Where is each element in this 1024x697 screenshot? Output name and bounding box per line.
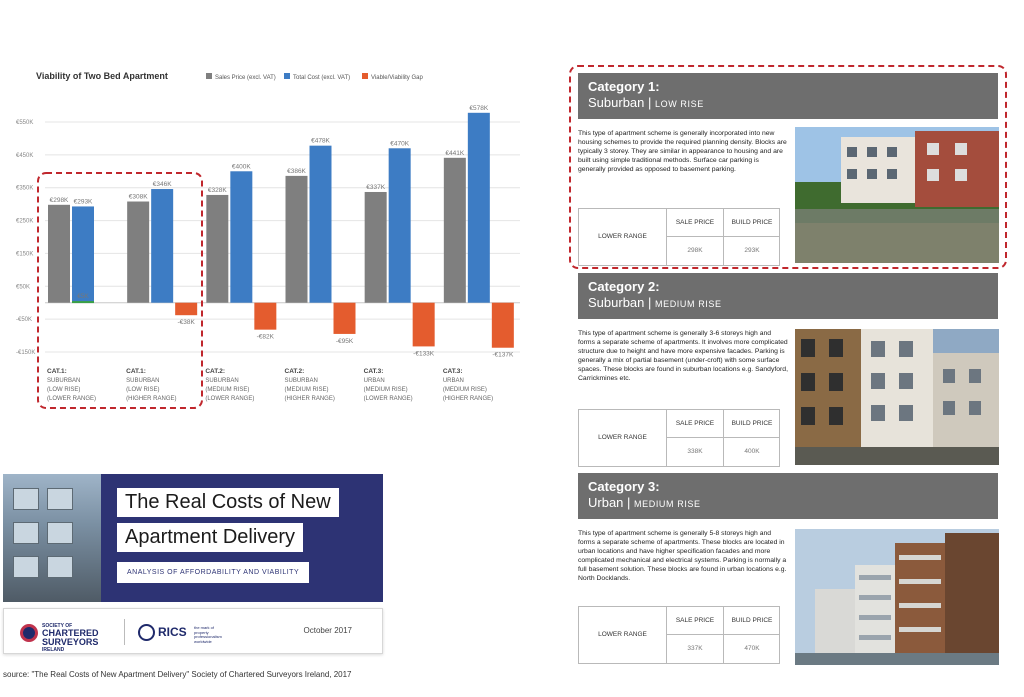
category-2-type: Suburban: [588, 295, 645, 310]
bar-sales-3: [286, 176, 308, 303]
bar-cost-1: [151, 189, 173, 303]
category-2-range-label: LOWER RANGE: [579, 410, 667, 466]
category-2-header: Category 2: Suburban | MEDIUM RISE: [578, 273, 998, 319]
category-3-panel: [578, 473, 998, 669]
bar-cost-3: [310, 146, 332, 303]
category-3-type: Urban: [588, 495, 624, 510]
logo1-line1: SOCIETY OF: [42, 623, 73, 629]
bar-cost-4: [389, 148, 411, 302]
category-1-sale-price: 298K: [667, 237, 724, 265]
y-tick-label-2: €350K: [16, 185, 34, 192]
value-label-cost-1: €346K: [152, 181, 172, 189]
chart-title: Viability of Two Bed Apartment: [36, 71, 168, 81]
legend-label-2: Viable/Viability Gap: [371, 75, 423, 81]
category-label-4-0: CAT.3:: [363, 368, 384, 375]
value-label-cost-5: €578K: [469, 104, 489, 112]
category-label-4-3: (LOWER RANGE): [363, 396, 413, 402]
value-label-sales-0: €298K: [49, 196, 69, 204]
legend-label-0: Sales Price (excl. VAT): [215, 75, 276, 81]
category-label-3-2: (MEDIUM RISE): [284, 387, 329, 393]
rics-logo-icon: [138, 624, 155, 641]
value-label-sales-5: €441K: [445, 149, 465, 157]
category-label-3-0: CAT.2:: [284, 368, 305, 375]
cover-title-line1: The Real Costs of New: [117, 488, 339, 517]
logo-divider: [124, 619, 125, 645]
y-tick-label-5: €50K: [16, 284, 31, 291]
category-1-build-header: BUILD PRICE: [724, 209, 780, 237]
category-label-3-1: SUBURBAN: [284, 378, 318, 384]
category-2-build-price: 400K: [744, 448, 760, 455]
category-3-sale-header: SALE PRICE: [667, 607, 724, 635]
report-cover: [3, 474, 383, 657]
cover-date: October 2017: [303, 626, 352, 635]
legend-swatch-0: [206, 73, 212, 79]
y-axis-ticks: [16, 120, 35, 356]
value-label-cost-2: €400K: [231, 163, 251, 171]
logo1-line4: IRELAND: [42, 647, 65, 653]
category-1-description: This type of apartment scheme is generally incorporated into new housing schemes to provide the required planning density. Blocks are typically 3 storey. They are similar in appearance to housing and are built using simple traditional methods. Surface car parking is generally provided as opposed to basement parking.: [578, 130, 787, 173]
category-3-description: This type of apartment scheme is generally 5-8 storeys high and forms a separate scheme of apartments. These blocks are located in urban locations and have higher specification facades and more complicated mechanical and electrical systems. Parking is normally a full basement solution. These blocks are found in urban locations e.g. North Docklands.: [578, 530, 787, 582]
category-label-0-2: (LOW RISE): [47, 387, 81, 393]
category-label-1-3: (HIGHER RANGE): [126, 396, 177, 402]
value-label-cost-0: €293K: [73, 198, 93, 206]
legend-swatch-1: [284, 73, 290, 79]
value-label-gap-1: -€38K: [177, 319, 195, 327]
category-2-sale-header: SALE PRICE: [667, 410, 724, 438]
legend-label-1: Total Cost (excl. VAT): [293, 75, 351, 81]
value-label-gap-3: -€95K: [335, 337, 354, 345]
chart-legend: [206, 73, 423, 81]
category-label-2-2: (MEDIUM RISE): [205, 387, 250, 393]
y-tick-label-7: -€150K: [16, 350, 36, 356]
category-label-1-2: (LOW RISE): [126, 387, 160, 393]
category-label-4-2: (MEDIUM RISE): [363, 387, 408, 393]
category-1-heading: Category 1:: [588, 79, 660, 94]
logo1-line3: SURVEYORS: [42, 637, 99, 647]
bar-gap-2: [254, 303, 276, 330]
value-label-sales-3: €386K: [287, 167, 306, 175]
bar-gap-4: [413, 303, 435, 347]
y-tick-label-1: €450K: [16, 152, 34, 159]
category-2-build-header: BUILD PRICE: [724, 410, 780, 438]
bar-cost-2: [230, 171, 252, 302]
category-2-heading: Category 2:: [588, 279, 660, 294]
category-3-build-header: BUILD PRICE: [724, 607, 780, 635]
category-label-2-3: (LOWER RANGE): [205, 396, 255, 402]
chart-bars: [48, 113, 514, 348]
category-3-photo: [795, 529, 999, 665]
scsi-logo-icon: [20, 624, 38, 642]
source-citation: source: "The Real Costs of New Apartment Delivery" Society of Chartered Surveyors Ireland, 2017: [3, 670, 352, 679]
category-label-2-1: SUBURBAN: [205, 378, 239, 384]
value-label-cost-4: €470K: [390, 140, 410, 148]
category-3-heading: Category 3:: [588, 479, 660, 494]
cover-title-line2: Apartment Delivery: [117, 523, 303, 552]
bar-sales-4: [365, 192, 387, 303]
rics-tagline: the mark of property professionalism worldwide: [194, 625, 222, 644]
bar-sales-5: [444, 158, 466, 303]
category-3-range-label: LOWER RANGE: [579, 607, 667, 663]
legend-swatch-2: [362, 73, 368, 79]
bar-sales-2: [206, 195, 228, 303]
bar-gap-0: [72, 301, 94, 303]
category-2-photo: [795, 329, 999, 465]
bar-sales-0: [48, 205, 70, 303]
y-tick-label-3: €250K: [16, 218, 34, 225]
logo1-line2: CHARTERED: [42, 628, 99, 638]
value-label-sales-2: €328K: [207, 186, 227, 194]
scsi-logo: [20, 623, 110, 653]
value-label-sales-4: €337K: [366, 183, 386, 191]
category-1-highlight-box: [569, 65, 1007, 269]
value-label-sales-1: €308K: [128, 193, 148, 201]
category-2-panel: [578, 273, 998, 469]
category-1-range-label: LOWER RANGE: [579, 209, 667, 265]
category-label-3-3: (HIGHER RANGE): [284, 396, 335, 402]
category-label-5-3: (HIGHER RANGE): [442, 396, 494, 402]
category-label-5-0: CAT.3:: [442, 368, 463, 375]
category-1-header: Category 1: Suburban | LOW RISE: [578, 73, 998, 119]
cover-footer: [3, 608, 383, 654]
x-axis-categories: [47, 368, 493, 402]
value-label-gap-5: -€137K: [492, 351, 514, 359]
category-3-build-price: 470K: [744, 645, 760, 652]
category-label-2-0: CAT.2:: [205, 368, 226, 375]
chart-svg: [0, 60, 540, 420]
y-tick-label-0: €550K: [16, 120, 34, 126]
category-2-rise: MEDIUM RISE: [655, 299, 722, 309]
y-tick-label-4: €150K: [16, 251, 34, 258]
value-label-gap-0: €5K: [77, 293, 89, 301]
category-label-5-1: URBAN: [442, 378, 464, 384]
category-3-rise: MEDIUM RISE: [634, 499, 701, 509]
value-label-cost-3: €478K: [311, 137, 330, 145]
category-3-sale-price: 337K: [667, 635, 724, 663]
category-label-0-1: SUBURBAN: [47, 378, 81, 384]
category-label-5-2: (MEDIUM RISE): [442, 387, 487, 393]
category-label-0-3: (LOWER RANGE): [47, 396, 97, 402]
bar-gap-3: [334, 303, 356, 334]
bar-cost-0: [72, 206, 94, 302]
category-label-1-0: CAT.1:: [126, 368, 146, 375]
bar-cost-5: [468, 113, 490, 303]
viability-chart: [0, 60, 540, 420]
value-label-gap-2: -€82K: [256, 333, 275, 341]
category-3-header: Category 3: Urban | MEDIUM RISE: [578, 473, 998, 519]
y-tick-label-6: -€50K: [16, 317, 33, 324]
rics-logo-text: RICS: [158, 625, 187, 639]
category-label-1-1: SUBURBAN: [126, 378, 160, 384]
cover-band: [3, 474, 383, 602]
bar-gap-5: [492, 303, 514, 348]
cover-subtitle: ANALYSIS OF AFFORDABILITY AND VIABILITY: [117, 562, 309, 583]
rics-logo: [138, 623, 228, 643]
category-3-price-table: [578, 606, 780, 664]
value-label-gap-4: -€133K: [413, 350, 435, 358]
category-2-description: This type of apartment scheme is generally 3-6 storeys high and forms a separate scheme of apartments. It involves more complicated structure due to height and have more expensive facades. Parking is generally a mix of partial basement (under-croft) with some surface spaces. These blocks are found in suburban locations e.g. Sandyford, Carrickmines etc.: [578, 330, 788, 382]
category-1-sale-header: SALE PRICE: [667, 209, 724, 237]
category-2-sale-price: 338K: [667, 438, 724, 466]
bar-gap-1: [175, 303, 197, 315]
category-1-build-price: 293K: [744, 247, 760, 254]
category-1-rise: LOW RISE: [655, 99, 704, 109]
bar-sales-1: [127, 202, 149, 303]
cover-building-photo: [3, 474, 101, 602]
category-1-type: Suburban: [588, 95, 645, 110]
category-label-4-1: URBAN: [363, 378, 385, 384]
category-2-price-table: [578, 409, 780, 467]
category-label-0-0: CAT.1:: [47, 368, 67, 375]
